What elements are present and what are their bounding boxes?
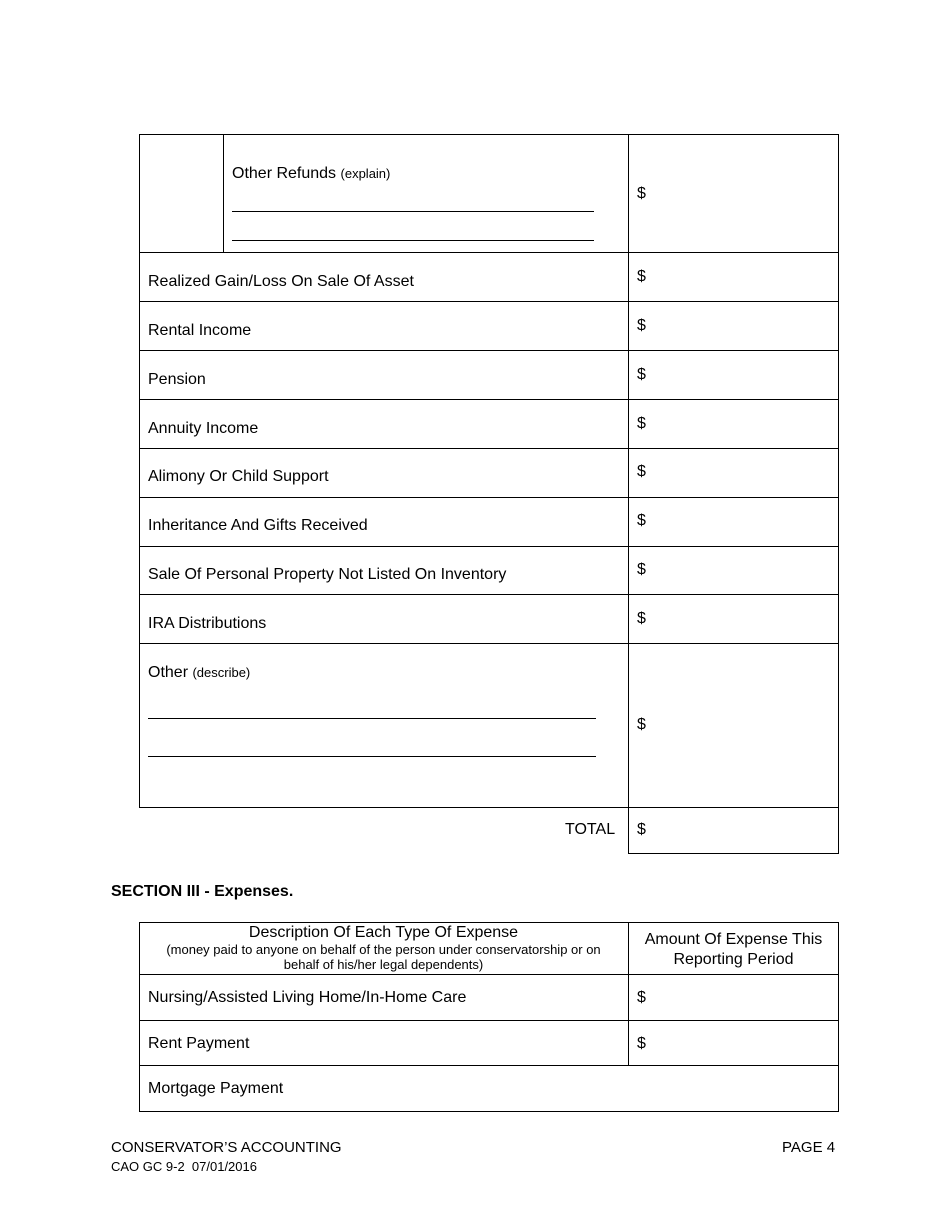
other-refunds-line-1[interactable]	[232, 211, 594, 212]
footer-page-number: PAGE 4	[782, 1139, 836, 1156]
income-row-label: Realized Gain/Loss On Sale Of Asset	[148, 273, 414, 290]
other-text: Other	[148, 664, 189, 681]
income-row-amount[interactable]: $	[637, 463, 646, 480]
other-refunds-label	[232, 165, 390, 183]
income-row-label: Rental Income	[148, 322, 252, 339]
footer-title: CONSERVATOR’S ACCOUNTING	[111, 1139, 342, 1156]
header-amount-line-2: Reporting Period	[673, 951, 794, 968]
income-row-amount[interactable]: $	[637, 512, 646, 529]
income-row-amount[interactable]: $	[637, 561, 646, 578]
section-title: SECTION III - Expenses.	[111, 883, 294, 900]
income-row-amount[interactable]: $	[637, 317, 646, 334]
row-separator	[139, 1020, 839, 1021]
income-row-label: Inheritance And Gifts Received	[148, 517, 368, 534]
header-amount-line-1: Amount Of Expense This	[644, 931, 823, 948]
other-refunds-note: (explain)	[340, 166, 391, 181]
row-separator	[139, 497, 839, 498]
income-row-label: Annuity Income	[148, 420, 259, 437]
total-amount-box[interactable]	[628, 807, 839, 854]
row-separator	[139, 399, 839, 400]
amount-column-divider	[628, 134, 629, 808]
row-separator	[139, 594, 839, 595]
other-refunds-amount[interactable]: $	[637, 185, 646, 202]
row-separator	[139, 301, 839, 302]
income-row-label: Pension	[148, 371, 206, 388]
other-line-2[interactable]	[148, 756, 596, 757]
expense-row-label: Rent Payment	[148, 1035, 250, 1052]
row-separator	[139, 1065, 839, 1066]
header-description-title: Description Of Each Type Of Expense	[248, 924, 519, 941]
row-separator	[139, 252, 839, 253]
expense-row-label: Nursing/Assisted Living Home/In-Home Care	[148, 989, 467, 1006]
row-separator	[139, 546, 839, 547]
row-separator	[139, 448, 839, 449]
expense-description-header	[139, 924, 628, 972]
total-amount[interactable]: $	[637, 821, 646, 838]
row-separator	[139, 643, 839, 644]
expense-amount-header	[628, 930, 839, 970]
other-amount[interactable]: $	[637, 716, 646, 733]
expense-row-label: Mortgage Payment	[148, 1080, 284, 1097]
expense-row-amount[interactable]: $	[637, 1035, 646, 1052]
other-label	[148, 664, 250, 682]
footer-form-id: CAO GC 9-2 07/01/2016	[111, 1159, 257, 1174]
other-refunds-line-2[interactable]	[232, 240, 594, 241]
total-label: TOTAL	[565, 821, 616, 838]
income-row-amount[interactable]: $	[637, 366, 646, 383]
income-row-amount[interactable]: $	[637, 268, 646, 285]
income-row-label: Sale Of Personal Property Not Listed On Inventory	[148, 566, 507, 583]
header-description-note-1: (money paid to anyone on behalf of the person under conservatorship or on	[166, 942, 601, 957]
income-row-label: Alimony Or Child Support	[148, 468, 329, 485]
other-refunds-text: Other Refunds	[232, 165, 337, 182]
indent-divider	[223, 134, 224, 252]
other-note: (describe)	[192, 665, 251, 680]
other-line-1[interactable]	[148, 718, 596, 719]
income-row-amount[interactable]: $	[637, 610, 646, 627]
row-separator	[139, 974, 839, 975]
row-separator	[139, 350, 839, 351]
header-description-note-2: behalf of his/her legal dependents)	[283, 957, 484, 972]
expense-row-amount[interactable]: $	[637, 989, 646, 1006]
income-row-label: IRA Distributions	[148, 615, 267, 632]
income-row-amount[interactable]: $	[637, 415, 646, 432]
